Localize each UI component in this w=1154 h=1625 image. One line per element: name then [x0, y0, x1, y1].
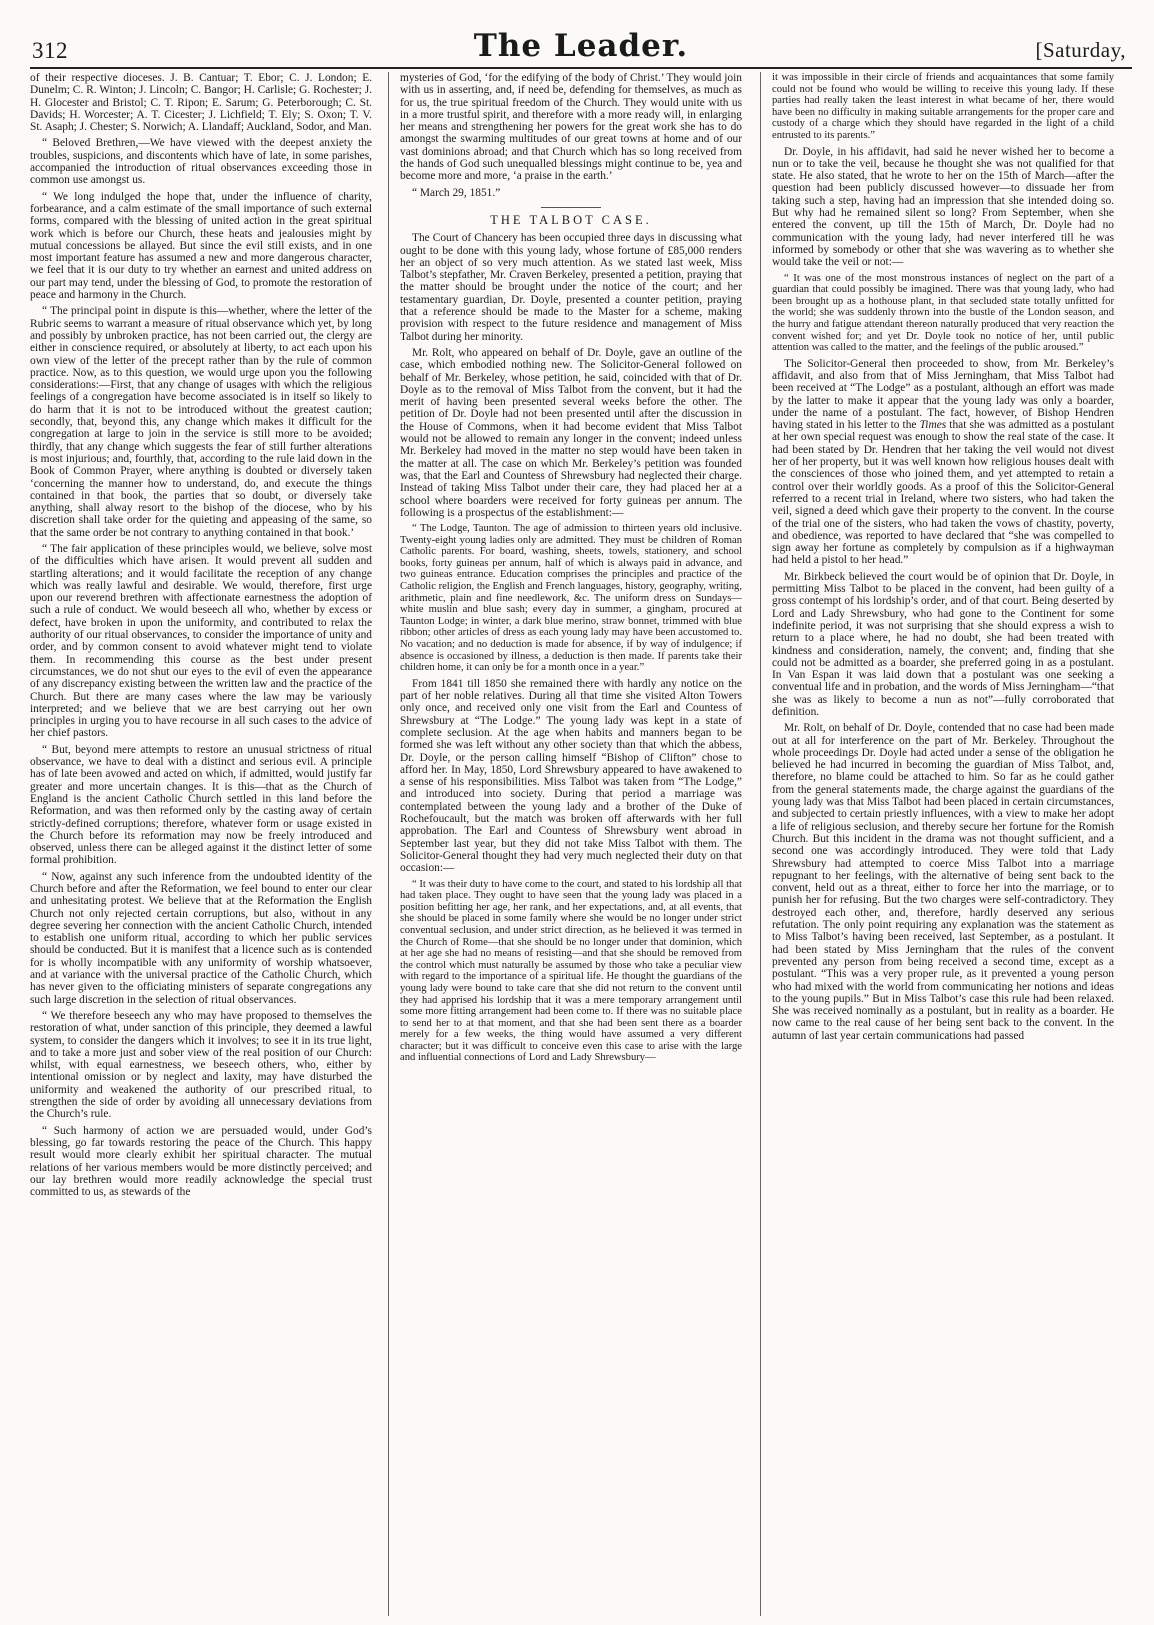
paragraph: “ The principal point in dispute is this—whether, where the letter of the Rubric seems to warrant a measure of ritual observance which yet, by long and possibly by unbroken practice, has not been carried out, the clergy are either in conscience required, or absolutely at liberty, to act each upon his own view of the letter of the precept rather than by the rule of common practice. Now, as to this question, we would urge upon you the following considerations:—First, that any change of usages with which the religious feelings of a congregation have become associated is in itself so likely to do harm that it is not to be introduced without the greatest caution; secondly, that, beyond this, any change which makes it difficult for the congregation at large to join in the service is still more to be avoided; thirdly, that any change which suggests the fear of still further alterations is most injurious; and, fourthly, that, according to the rule laid down in the Book of Common Prayer, where anything is doubted or diversely taken ‘concerning the manner how to understand, do, and execute the things contained in that book, the parties that so doubt, or diversely take anything, shall alway resort to the bishop of the diocese, who by his discretion shall take order for the quieting and appeasing of the same, so that the same order be not contrary to anything contained in that book.’ — [30, 305, 372, 539]
paragraph: Mr. Rolt, on behalf of Dr. Doyle, contended that no case had been made out at all for interference on the part of Mr. Berkeley. Throughout the whole proceedings Dr. Doyle had acted under a sense of the obligation he believed he had incurred in becoming the guardian of Miss Talbot, and, therefore, no blame could be attached to him. So far as he could gather from the general statements made, the charge against the guardians of the young lady was that Miss Talbot had been placed in certain circumstances, and subjected to certain priestly influences, with a view to make her adopt a life of religious seclusion, and thereby secure her fortune for the Romish Church. But this incident in the drama was not thought sufficient, and a second one was accordingly introduced. They were told that Lady Shrewsbury had attempted to coerce Miss Talbot into a marriage repugnant to her feelings, with the alternative of being sent back to the convent, held out as a threat, either to force her into the marriage, or to punish her for refusing. But the two charges were self-contradictory. They destroyed each other, and, therefore, hardly deserved any serious refutation. The only point requiring any explanation was the statement as to Miss Talbot’s having been received, last September, as a postulant. It had been stated by Miss Jerningham that the rules of the convent prevented any person from being received a second time, except as a postulant. “This was a very proper rule, as it prevented a young person who had mixed with the world from communicating her notions and ideas to the young pupils.” But in Miss Talbot’s case this rule had been relaxed. She was received nominally as a postulant, but in reality as a boarder. He now came to the real cause of her being sent back to the convent. In the autumn of last year certain communications had passed — [772, 722, 1114, 1042]
paragraph: Mr. Rolt, who appeared on behalf of Dr. Doyle, gave an outline of the case, which embodied nothing new. The Solicitor-General followed on behalf of Mr. Berkeley, whose petition, he said, coincided with that of Dr. Doyle as to the removal of Miss Talbot from the convent, but it had the merit of having been presented several weeks before the other. The petition of Dr. Doyle had not been presented until after the discussion in the House of Commons, when it had become evident that Miss Talbot would not be allowed to remain any longer in the convent; indeed unless Mr. Berkeley had moved in the matter no step would have been taken in the matter at all. The case on which Mr. Berkeley’s petition was founded was, that the Earl and Countess of Shrewsbury had neglected their charge. Instead of taking Miss Talbot under their care, they had placed her at a school where boarders were received for forty guineas per annum. The following is a prospectus of the establishment:— — [400, 346, 742, 519]
newspaper-name: Times — [919, 419, 947, 432]
paragraph: “ We long indulged the hope that, under the influence of charity, forbearance, and a calm estimate of the small importance of such external forms, compared with the blessing of united action in the great spiritual work which is before our Church, these heats and jealousies might by mutual concessions be allayed. But since the evil still exists, and in one most important feature has assumed a new and more dangerous character, we feel that it is our duty to try whether an earnest and united address on our part may tend, under the blessing of God, to promote the restoration of peace and harmony in the Church. — [30, 190, 372, 302]
newspaper-title: The Leader. — [473, 28, 689, 64]
paragraph: Dr. Doyle, in his affidavit, had said he never wished her to become a nun or to take the veil, because he thought she was not qualified for that state. He also stated, that he wrote to her on the 15th of March—after the question had been publicly discussed however—to dissuade her from taking such a step, having had an impression that she intended doing so. But why had he remained silent so long? From September, when she entered the convent, up till the 15th of March, Dr. Doyle had no communication with the young lady, had never interfered till he was informed by somebody or other that she was wavering as to whether she would take the veil or not:— — [772, 145, 1114, 269]
quotation: “ It was their duty to have come to the court, and stated to his lordship all that had taken place. They ought to have seen that the young lady was placed in a position befitting her age, her rank, and her expectations, and, at all events, that she should be placed in some family where she would be no longer under strict conventual seclusion, and under strict direction, as he believed it was termed in the Church of Rome—that she should be no longer under that dominion, which at her age she had no means of resisting—and that she should be removed from the control which must naturally be assumed by those who take a peculiar view with regard to the importance of a spiritual life. He thought the guardians of the young lady were bound to take care that she did not return to the convent until they had apprised his lordship that it was a mere temporary arrangement until some more fitting arrangement had been come to. If there was no suitable place to send her to at that moment, and that she had been sent there as a boarder merely for a few weeks, the thing would have assumed a very different character; but it was difficult to conceive even this case to arise with the large and influential connections of Lord and Lady Shrewsbury— — [400, 878, 742, 1064]
section-rule — [541, 207, 601, 208]
header-rule — [30, 67, 1132, 69]
page-number: 312 — [32, 38, 68, 63]
paragraph-text: that she was admitted as a postulant at her own special request was enough to show the real state of the case. It had been stated by Dr. Hendren that her taking the veil would not divest her of her property, but it was well known how religious houses dealt with the consciences of those who joined them, and yet attempted to retain a control over their worldly goods. As a proof of this the Solicitor-General referred to a recent trial in Ireland, where two sisters, who had taken the veil, signed a deed which gave their property to the convent. In the course of the trial one of the sisters, who had taken the vows of chastity, poverty, and obedience, was reported to have declared that “she was compelled to sign away her fortune as completely by compulsion as if a highwayman had held a pistol to her head.” — [772, 419, 1114, 567]
paragraph: “ Such harmony of action we are persuaded would, under God’s blessing, go far towards restoring the peace of the Church. This happy result would more clearly exhibit her spiritual character. The mutual relations of her various members would be more distinctly perceived; and our lay brethren would more readily acknowledge the special trust committed to us, as stewards of the — [30, 1124, 372, 1199]
paragraph: mysteries of God, ‘for the edifying of the body of Christ.’ They would join with us in asserting, and, if need be, defending for themselves, as much as for us, the true spiritual freedom of the Church. They would unite with us in a more trustful spirit, and therefore with a more ready will, in enlarging her means and strengthening her powers for the great work she has to do amongst the swarming multitudes of our great towns at home and of our vast dominions abroad; and that Church which has so long received from the hands of God such unequalled blessings might continue to be, yea and become more and more, ‘a praise in the earth.’ — [400, 72, 742, 183]
column-divider — [760, 72, 761, 1616]
column-2 — [400, 72, 742, 1616]
paragraph: “ Beloved Brethren,—We have viewed with the deepest anxiety the troubles, suspicions, and discontents which have of late, in some parishes, accompanied the introduction of ritual observances exceeding those in common use amongst us. — [30, 137, 372, 187]
paragraph: “ The fair application of these principles would, we believe, solve most of the difficulties which have arisen. It would prevent all sudden and startling alterations; and it would facilitate the reception of any change which was really lawful and desirable. We would, therefore, first urge upon our reverend brethren with affectionate earnestness the adoption of such a rule of conduct. We would beseech all who, whether by excess or defect, have broken in upon the uniformity, and contributed to relax the authority of our ritual observances, to consider the importance of unity and order, and by common consent to avoid whatever might tend to violate them. In recommending this course as the best under present circumstances, we do not shut our eyes to the evil of even the appearance of any discrepancy existing between the written law and the practice of the Church. But there are many cases where the law may be variously interpreted; and we believe that we are best carrying out her own principles in urging you to have recourse in all such cases to the advice of her chief pastors. — [30, 542, 372, 740]
paragraph: “ We therefore beseech any who may have proposed to themselves the restoration of what, under sanction of this principle, they deemed a lawful system, to consider the dangers which it involves; to see it in its true light, and to take a more just and sober view of the real position of our Church: whilst, with equal earnestness, we beseech others, who, either by intentional omission or by neglect and laxity, may have disturbed the uniformity and weakened the authority of our prescribed ritual, to strengthen the side of order by avoiding all unnecessary deviations from the Church’s rule. — [30, 1009, 372, 1121]
paragraph: The Court of Chancery has been occupied three days in discussing what ought to be done with this young lady, whose fortune of £85,000 renders her an object of so very much attention. As we stated last week, Miss Talbot’s stepfather, Mr. Craven Berkeley, presented a petition, praying that the matter should be brought under the notice of the court; and her testamentary guardian, Dr. Doyle, presented a counter petition, praying that a reference should be made to the Master for a scheme, making provision with respect to the future residence and management of Miss Talbot during her minority. — [400, 232, 742, 343]
column-1 — [30, 72, 372, 1616]
paragraph: “ But, beyond mere attempts to restore an unusual strictness of ritual observance, we have to deal with a distinct and serious evil. A principle has of late been avowed and acted on which, if admitted, would justify far greater and more uncertain changes. It is this—that as the Church of England is the ancient Catholic Church settled in this land before the Reformation, and was then reformed only by the casting away of certain strictly-defined corruptions; therefore, whatever form or usage existed in the Church before its reformation may now be freely introduced and observed, unless there can be alleged against it the distinct letter of some formal prohibition. — [30, 743, 372, 867]
paragraph: Mr. Birkbeck believed the court would be of opinion that Dr. Doyle, in permitting Miss Talbot to be placed in the convent, had been guilty of a gross contempt of his lordship’s order, and of that court. Being deserted by Lord and Lady Shrewsbury, who had gone to the Continent for some indefinite period, it was not surprising that she should express a wish to return to a place where, he had no doubt, she had been treated with kindness and consideration, namely, the convent; and, finding that she could not be admitted as a boarder, she preferred going in as a postulant. In Van Espan it was laid down that a postulant was one seeking a conventual life and in probation, and the words of Miss Jerningham—“that she was as likely to become a nun as not”—fully corroborated that definition. — [772, 570, 1114, 718]
paragraph: From 1841 till 1850 she remained there with hardly any notice on the part of her noble relatives. During all that time she visited Alton Towers only once, and received only one visit from the Earl and Countess of Shrewsbury at “The Lodge.” The young lady was kept in a state of complete seclusion. At the age when habits and manners began to be formed she was left without any other society than that which the abbess, Dr. Doyle, or the person calling himself “Bishop of Clifton” chose to afford her. In May, 1850, Lord Shrewsbury appeared to have awakened to a sense of his responsibilities. Miss Talbot was taken from “The Lodge,” and introduced into society. During that period a marriage was contemplated between the young lady and a brother of the Duke of Rochefoucault, but the match was broken off afterwards with her full approbation. The Earl and Countess of Shrewsbury went abroad in September last year, but they did not take Miss Talbot with them. The Solicitor-General thought they had very much neglected their duty on that occasion:— — [400, 677, 742, 875]
paragraph — [772, 358, 1114, 567]
paragraph-text: The Solicitor-General then proceeded to show, from Mr. Berkeley’s affidavit, and also from that of Miss Jerningham, that Miss Talbot had been received at “The Lodge” as a postulant, although an effort was made by the latter to make it appear that the young lady was only a boarder, under the name of a postulant. The fact, however, of Bishop Hendren having stated in his letter to the — [772, 357, 1114, 432]
dateline: [Saturday, — [1035, 38, 1126, 62]
masthead — [30, 12, 1132, 62]
prospectus-quote: “ The Lodge, Taunton. The age of admission to thirteen years old inclusive. Twenty-eight young ladies only are admitted. They must be children of Roman Catholic parents. For board, washing, sheets, towels, stationery, and school books, forty guineas per annum, half of which is always paid in advance, and two guineas entrance. Education comprises the principles and practice of the Catholic religion, the English and French languages, history, geography, writing, arithmetic, plain and fine needlework, &c. The uniform dress on Sundays—white muslin and blue sash; every day in summer, a gingham, procured at Taunton Lodge; in winter, a dark blue merino, straw bonnet, trimmed with blue ribbon; other articles of dress as each young lady may have been accustomed to. No vacation; and no deduction is made for absence, if by way of indulgence; if absence is occasioned by illness, a deduction is then made. If parents take their children home, it can only be for a month once in a year.” — [400, 523, 742, 674]
letter-date: “ March 29, 1851.” — [412, 186, 501, 199]
quotation: it was impossible in their circle of friends and acquaintances that some family could not be found who would be willing to receive this young lady. If these parties had really taken the least interest in what became of her, there would have been no difficulty in making suitable arrangements for the proper care and custody of a charge which they should have regarded in the light of a child entrusted to its parents.” — [772, 72, 1114, 141]
paragraph: “ Now, against any such inference from the undoubted identity of the Church before and after the Reformation, we feel bound to enter our clear and unhesitating protest. We believe that at the Reformation the English Church not only rejected certain corruptions, but also, without in any degree severing her connection with the ancient Catholic Church, intended to establish one uniform ritual, according to which her public services should be conducted. But it is manifest that a licence such as is contended for is wholly incompatible with any uniformity of worship whatsoever, and at variance with the universal practice of the Catholic Church, which has never given to the officiating ministers of separate congregations any such large discretion in the selection of ritual observances. — [30, 870, 372, 1006]
column-divider — [388, 72, 389, 1616]
column-3 — [772, 72, 1114, 1616]
quotation: “ It was one of the most monstrous instances of neglect on the part of a guardian that could possibly be imagined. There was that young lady, who had been brought up as a hothouse plant, in that secluded state totally unfitted for the world; she was suddenly thrown into the bustle of the London season, and the hurry and fatigue attendant thereon naturally produced that very reaction the convent wished for; and yet Dr. Doyle took no notice of her, until public attention was called to the matter, and the feelings of the public aroused.” — [772, 272, 1114, 354]
section-heading: THE TALBOT CASE. — [490, 212, 652, 227]
paragraph: of their respective dioceses. J. B. Cantuar; T. Ebor; C. J. London; E. Dunelm; C. R. Winton; J. Lincoln; C. Bangor; H. Carlisle; G. Rochester; J. H. Glocester and Bristol; C. T. Ripon; E. Sarum; G. Peterborough; C. St. Davids; H. Worcester; A. T. Cicester; J. Lichfield; T. Ely; S. Oxon; T. V. St. Asaph; J. Chester; S. Norwich; A. Llandaff; Auckland, Sodor, and Man. — [30, 72, 372, 134]
